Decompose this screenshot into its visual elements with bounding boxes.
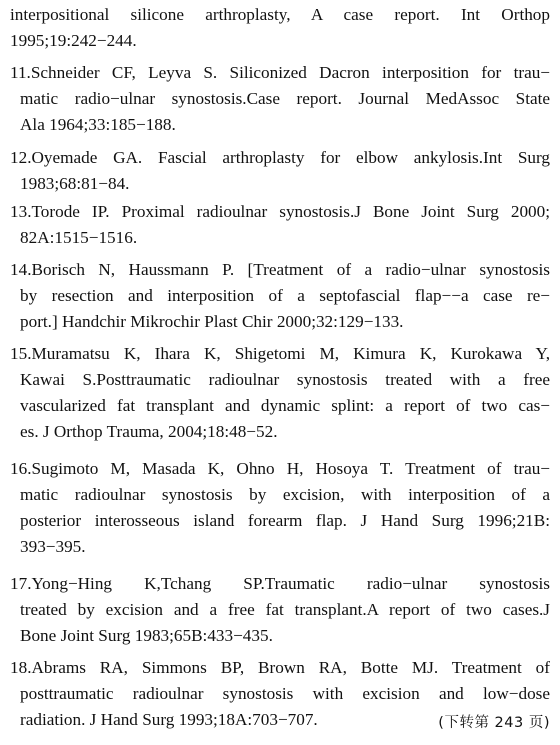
continued-page-note: (下转第 243 页) — [438, 715, 550, 731]
reference-line: 13.Torode IP. Proximal radioulnar synostosis.J Bone Joint Surg 2000; — [10, 202, 550, 221]
reference-line: radiation. J Hand Surg 1993;18A:703−707. — [20, 710, 318, 729]
reference-line: Kawai S.Posttraumatic radioulnar synostosis treated with a free — [20, 370, 550, 389]
reference-line: es. J Orthop Trauma, 2004;18:48−52. — [20, 422, 278, 441]
reference-line: 1983;68:81−84. — [20, 174, 130, 193]
reference-line: 15.Muramatsu K, Ihara K, Shigetomi M, Kimura K, Kurokawa Y, — [10, 344, 550, 363]
reference-line: 393−395. — [20, 537, 86, 556]
reference-line: by resection and interposition of a septofascial flap−−a case re− — [20, 286, 550, 305]
reference-line: Ala 1964;33:185−188. — [20, 115, 176, 134]
reference-line: 12.Oyemade GA. Fascial arthroplasty for elbow ankylosis.Int Surg — [10, 148, 550, 167]
reference-line: port.] Handchir Mikrochir Plast Chir 2000;32:129−133. — [20, 312, 404, 331]
reference-line: 82A:1515−1516. — [20, 228, 138, 247]
reference-line: vascularized fat transplant and dynamic splint: a report of two cas− — [20, 396, 550, 415]
reference-line: 16.Sugimoto M, Masada K, Ohno H, Hosoya T. Treatment of trau− — [10, 459, 550, 478]
reference-line: 14.Borisch N, Haussmann P. [Treatment of a radio−ulnar synostosis — [10, 260, 550, 279]
reference-line: treated by excision and a free fat transplant.A report of two cases.J — [20, 600, 550, 619]
reference-line: 11.Schneider CF, Leyva S. Siliconized Dacron interposition for trau− — [10, 63, 550, 82]
reference-line: 18.Abrams RA, Simmons BP, Brown RA, Botte MJ. Treatment of — [10, 658, 550, 677]
reference-line: posterior interosseous island forearm flap. J Hand Surg 1996;21B: — [20, 511, 550, 530]
reference-line: matic radio−ulnar synostosis.Case report. Journal MedAssoc State — [20, 89, 550, 108]
reference-line: Bone Joint Surg 1983;65B:433−435. — [20, 626, 273, 645]
reference-line: posttraumatic radioulnar synostosis with excision and low−dose — [20, 684, 550, 703]
reference-line: interpositional silicone arthroplasty, A case report. Int Orthop — [10, 5, 550, 24]
reference-line: 1995;19:242−244. — [10, 31, 137, 50]
reference-line: 17.Yong−Hing K,Tchang SP.Traumatic radio−ulnar synostosis — [10, 574, 550, 593]
reference-line: matic radioulnar synostosis by excision, with interposition of a — [20, 485, 550, 504]
